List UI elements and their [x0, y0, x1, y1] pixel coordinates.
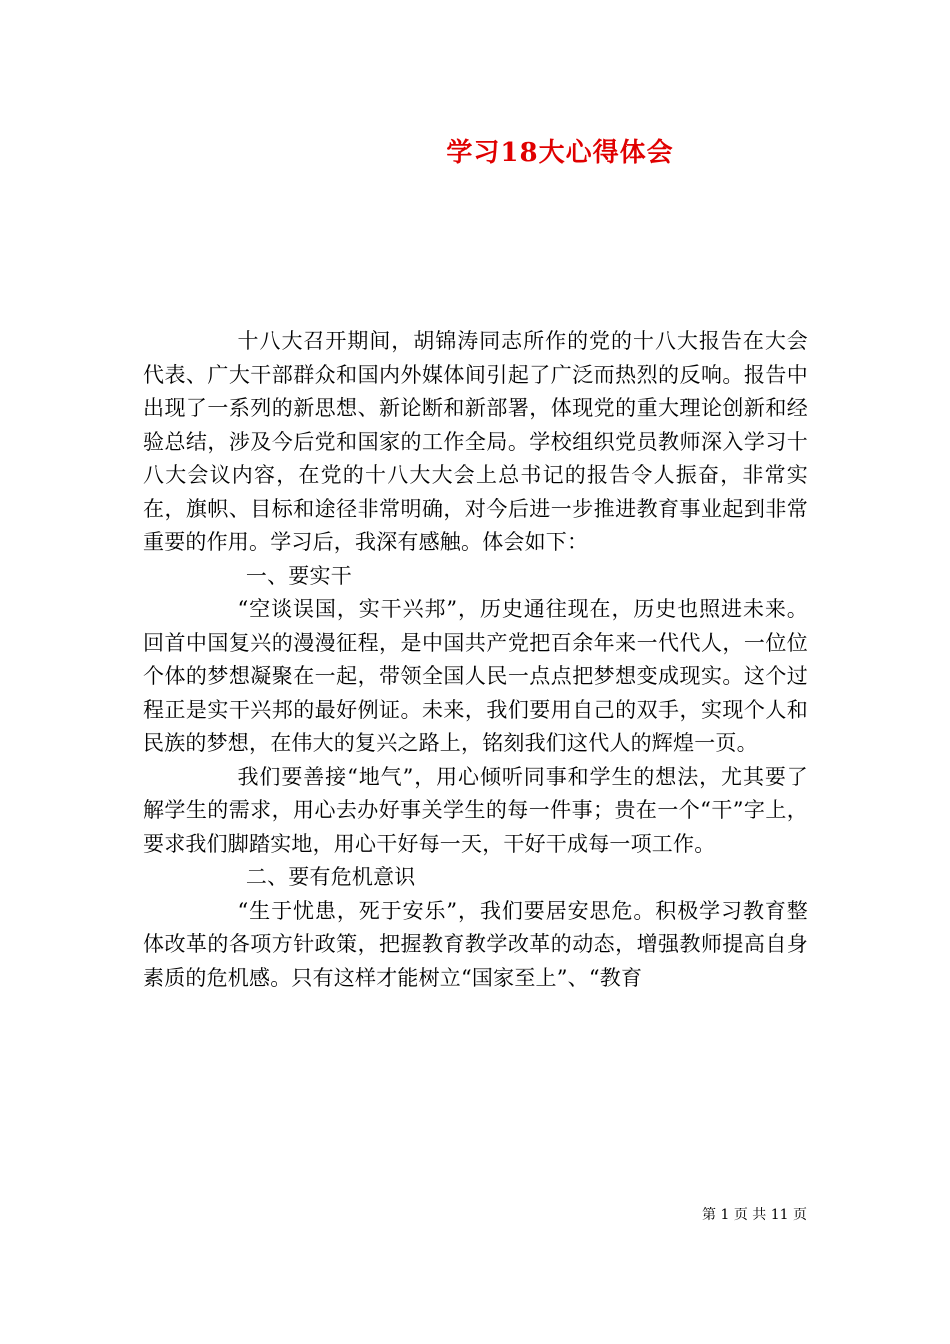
body-paragraph: “生于忧患，死于安乐”，我们要居安思危。积极学习教育整体改革的各项方针政策，把握教育教学改革的动态，增强教师提高自身素质的危机感。只有这样才能树立“国家至上”、“教育 [143, 898, 808, 990]
body-paragraph: 我们要善接“地气”，用心倾听同事和学生的想法，尤其要了解学生的需求，用心去办好事关学生的每一件事；贵在一个“干”字上，要求我们脚踏实地，用心干好每一天，干好干成每一项工作。 [143, 764, 808, 856]
document-body [143, 325, 808, 995]
document-title: 学习18大心得体会 [446, 138, 674, 168]
intro-paragraph: 十八大召开期间，胡锦涛同志所作的党的十八大报告在大会代表、广大干部群众和国内外媒体间引起了广泛而热烈的反响。报告中出现了一系列的新思想、新论断和新部署，体现党的重大理论创新和经验总结，涉及今后党和国家的工作全局。学校组织党员教师深入学习十八大会议内容，在党的十八大大会上总书记的报告令人振奋，非常实在，旗帜、目标和途径非常明确，对今后进一步推进教育事业起到非常重要的作用。学习后，我深有感触。体会如下： [143, 329, 808, 554]
body-paragraph: “空谈误国，实干兴邦”，历史通往现在，历史也照进未来。回首中国复兴的漫漫征程，是中国共产党把百余年来一代代人，一位位个体的梦想凝聚在一起，带领全国人民一点点把梦想变成现实。这个过程正是实干兴邦的最好例证。未来，我们要用自己的双手，实现个人和民族的梦想，在伟大的复兴之路上，铭刻我们这代人的辉煌一页。 [143, 597, 808, 755]
page-number-footer: 第 1 页 共 11 页 [702, 1207, 807, 1223]
section-heading-2: 二、要有危机意识 [245, 865, 416, 889]
section-heading-1: 一、要实干 [245, 563, 352, 588]
